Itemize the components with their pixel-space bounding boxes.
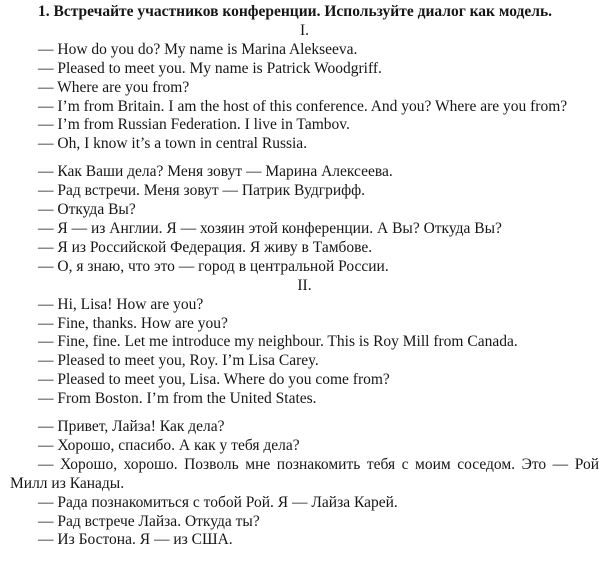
dialog-line: — Fine, fine. Let me introduce my neighbour. This is Roy Mill from Canada. <box>38 333 518 351</box>
dialog-section-1 <box>10 22 599 277</box>
dialog-line: — Хорошо, хорошо. Позволь мне познакомить тебя с моим соседом. Это — Рой Милл из Канады. <box>10 455 599 492</box>
dialog-line: — Oh, I know it’s a town in central Russia. <box>38 135 308 153</box>
section-2-marker: II. <box>297 276 312 294</box>
dialog-line: — Where are you from? <box>38 78 190 96</box>
dialog-2-english <box>10 296 599 409</box>
dialog-line: — Откуда Вы? <box>38 201 136 219</box>
dialog-line: — Рада познакомиться с тобой Рой. Я — Лайза Карей. <box>38 493 398 511</box>
dialog-line: — I’m from Britain. I am the host of this conference. And you? Where are you from? <box>38 97 568 115</box>
exercise-heading: 1. Встречайте участников конференции. Используйте диалог как модель. <box>38 3 553 20</box>
dialog-line: — Fine, thanks. How are you? <box>38 314 228 332</box>
dialog-line: — Рад встрече Лайза. Откуда ты? <box>38 512 260 530</box>
dialog-line: — Pleased to meet you, Lisa. Where do you come from? <box>38 371 390 389</box>
dialog-line: — Я — из Англии. Я — хозяин этой конференции. А Вы? Откуда Вы? <box>38 219 502 237</box>
dialog-2-russian <box>10 418 599 550</box>
dialog-line: — О, я знаю, что это — город в центральной России. <box>38 257 389 275</box>
dialog-line: — Рад встречи. Меня зовут — Патрик Вудгрифф. <box>38 182 366 200</box>
dialog-line: — Pleased to meet you, Roy. I’m Lisa Carey. <box>38 352 319 370</box>
dialog-1-english <box>10 41 599 154</box>
dialog-line: — Хорошо, спасибо. А как у тебя дела? <box>38 436 300 454</box>
dialog-section-2 <box>10 277 599 551</box>
dialog-line: — Pleased to meet you. My name is Patrick Woodgriff. <box>38 59 382 77</box>
dialog-line: — Как Ваши дела? Меня зовут — Марина Алексеева. <box>38 163 393 181</box>
dialog-line: — Привет, Лайза! Как дела? <box>38 418 225 436</box>
section-1-marker: I. <box>299 21 310 39</box>
dialog-line: — Я из Российской Федерация. Я живу в Тамбове. <box>38 238 373 256</box>
dialog-line: — Из Бостона. Я — из США. <box>38 531 233 549</box>
dialog-line: — I’m from Russian Federation. I live in Tambov. <box>38 116 350 134</box>
dialog-1-russian <box>10 163 599 276</box>
dialog-line: — From Boston. I’m from the United States. <box>38 390 317 408</box>
dialog-line: — How do you do? My name is Marina Alekseeva. <box>38 40 358 58</box>
dialog-line: — Hi, Lisa! How are you? <box>38 295 204 313</box>
